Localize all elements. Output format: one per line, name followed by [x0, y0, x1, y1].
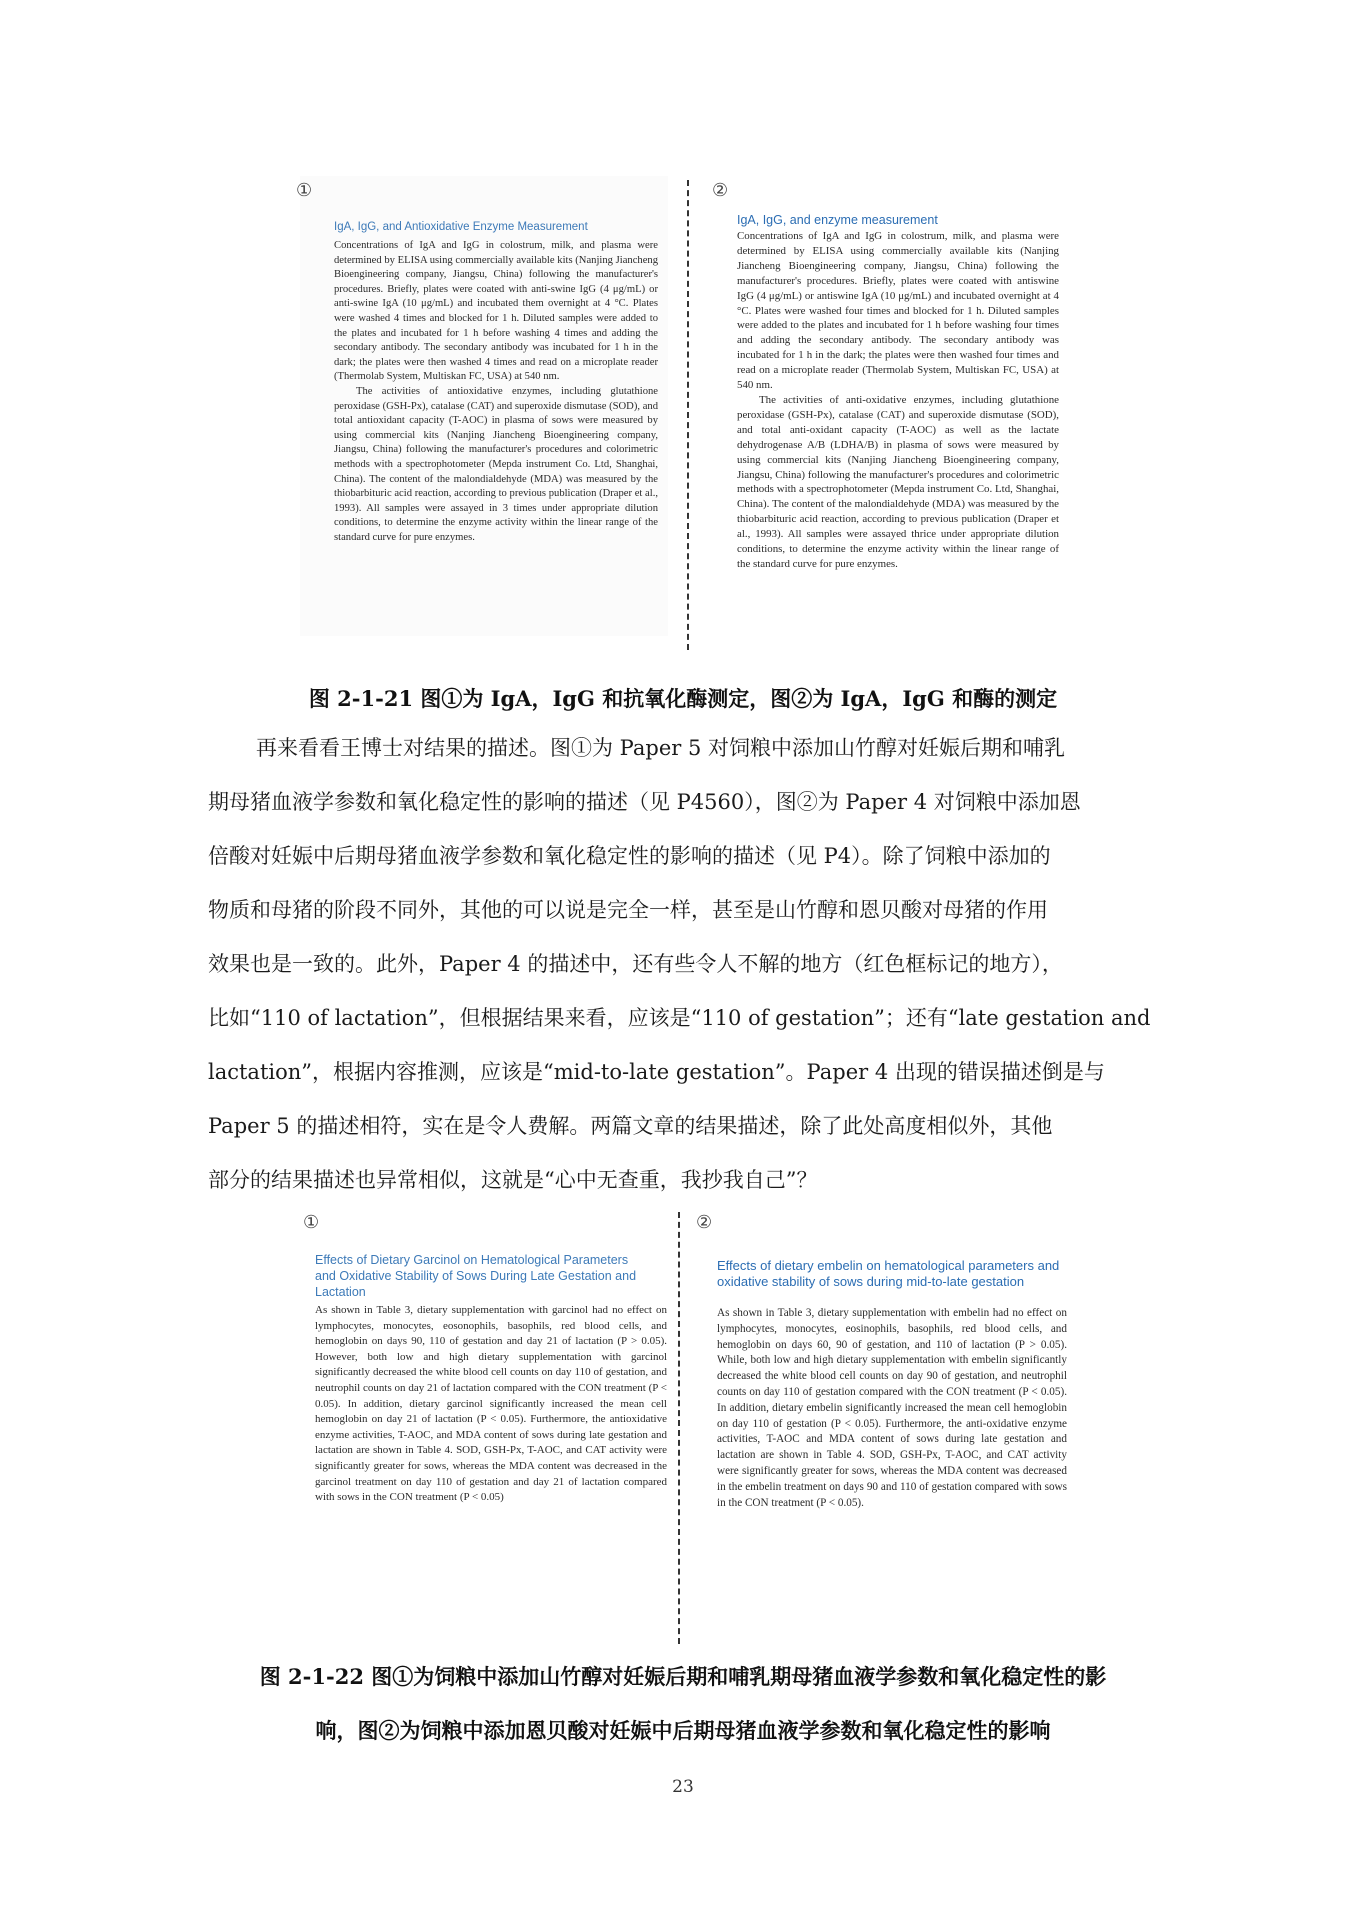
figure2-left-title: Effects of Dietary Garcinol on Hematological Parameters and Oxidative Stability of Sows During Late Gestation and Lactation	[315, 1253, 637, 1299]
figure1-left-text	[334, 239, 658, 545]
figure2-left-number: ①	[303, 1212, 320, 1233]
figure2-left-text	[315, 1303, 667, 1506]
body-line-6: 比如“110 of lactation”，但根据结果来看，应该是“110 of gestation”；还有“late gestation and	[208, 1006, 1151, 1030]
page-number: 23	[672, 1777, 694, 1797]
figure1-right-para2: The activities of anti-oxidative enzymes, including glutathione peroxidase (GSH-Px), catalase (CAT) and superoxide dismutase (SOD), and total anti-oxidant capacity (T-AOC) as well as the lactate dehydrogenase A/B (LDHA/B) in plasma of sows were measured by using commercial kits (Nanjing Jiancheng Bioengineering company, Jiangsu, China) following the manufacturer's procedures and colorimetric methods with a spectrophotometer (Mepda instrument Co. Ltd, Shanghai, China). The content of the malondialdehyde (MDA) was measured by the thiobarbituric acid reaction, according to previous publication (Draper et al., 1993). All samples were assayed thrice under appropriate dilution conditions, to determine the enzyme activity within the linear range of the standard curve for pure enzymes.	[737, 393, 1059, 570]
body-line-9: 部分的结果描述也异常相似，这就是“心中无查重，我抄我自己”？	[208, 1168, 818, 1192]
figure1-right-number: ②	[712, 180, 729, 201]
body-line-4: 物质和母猪的阶段不同外，其他的可以说是完全一样，甚至是山竹醇和恩贝酸对母猪的作用	[208, 898, 1048, 922]
figure1-right-text	[737, 229, 1059, 572]
figure1-right-title: IgA, IgG, and enzyme measurement	[737, 213, 938, 227]
body-line-8: Paper 5 的描述相符，实在是令人费解。两篇文章的结果描述，除了此处高度相似外，其他	[208, 1114, 1053, 1138]
figure1-left-title: IgA, IgG, and Antioxidative Enzyme Measurement	[334, 221, 588, 233]
body-line-3: 倍酸对妊娠中后期母猪血液学参数和氧化稳定性的影响的描述（见 P4）。除了饲粮中添加的	[208, 844, 1051, 868]
body-line-5: 效果也是一致的。此外，Paper 4 的描述中，还有些令人不解的地方（红色框标记的地方），	[208, 952, 1063, 976]
figure2-left-para: As shown in Table 3, dietary supplementation with garcinol had no effect on lymphocytes, monocytes, eosonophils, basophils, red blood cells, and hemoglobin on days 90, 110 of gestation and day 21 of lactation (P > 0.05). However, both low and high dietary supplementation with garcinol significantly decreased the white blood cell counts on day 110 of gestation, and neutrophil counts on day 21 of lactation compared with the CON treatment (P < 0.05). In addition, dietary garcinol significantly increased the mean cell hemoglobin on day 21 of lactation (P < 0.05). Furthermore, the antioxidative enzyme activities, T-AOC, and MDA content of sows during late gestation and lactation are shown in Table 4. SOD, GSH-Px, T-AOC, and CAT activity were significantly greater for sows, whereas the MDA content was decreased in the garcinol treatment on day 110 of gestation and day 21 of lactation compared with sows in the CON treatment (P < 0.05)	[315, 1304, 667, 1504]
figure1-right-para1: Concentrations of IgA and IgG in colostrum, milk, and plasma were determined by ELISA using commercially available kits (Nanjing Jiancheng Bioengineering company, Jiangsu, China) following the manufacturer's procedures. Briefly, plates were coated with antiswine IgG (4 μg/mL) or antiswine IgA (10 μg/mL) and incubated overnight at 4 °C. Plates were washed four times and blocked for 1 h. Diluted samples were added to the plates and incubated for 1 h before washing four times and adding the secondary antibody. The secondary antibody was incubated for 1 h in the dark; the plates were then washed four times and read on a microplate reader (Thermolab System, Multiskan FC, USA) at 540 nm.	[737, 230, 1059, 392]
figure2-divider	[678, 1212, 680, 1644]
figure2-caption-line1: 图 2-1-22 图①为饲粮中添加山竹醇对妊娠后期和哺乳期母猪血液学参数和氧化稳定性的影	[259, 1664, 1107, 1689]
figure1-divider	[687, 180, 689, 650]
figure1-left-para1: Concentrations of IgA and IgG in colostrum, milk, and plasma were determined by ELISA using commercially available kits (Nanjing Jiancheng Bioengineering company, Jiangsu, China) following the manufacturer's procedures. Briefly, plates were coated with anti-swine IgG (4 μg/mL) or anti-swine IgA (10 μg/mL) and incubated them overnight at 4 °C. Plates were washed 4 times and blocked for 1 h. Diluted samples were added to the plates and incubated for 1 h before washing 4 times and adding the secondary antibody. The secondary antibody was incubated for 1 h in the dark; the plates were then washed 4 times and read on a microplate reader (Thermolab System, Multiskan FC, USA) at 540 nm.	[334, 240, 658, 383]
figure2-right-title: Effects of dietary embelin on hematological parameters and oxidative stability of sows during mid-to-late gestation	[717, 1258, 1060, 1289]
body-line-1: 再来看看王博士对结果的描述。图①为 Paper 5 对饲粮中添加山竹醇对妊娠后期和哺乳	[256, 736, 1065, 760]
body-line-2: 期母猪血液学参数和氧化稳定性的影响的描述（见 P4560），图②为 Paper 4 对饲粮中添加恩	[208, 790, 1081, 814]
figure2-right-para: As shown in Table 3, dietary supplementation with embelin had no effect on lymphocytes, monocytes, eosinophils, basophils, red blood cells, and hemoglobin on days 60, 90 of gestation, and 110 of lactation (P > 0.05). While, both low and high dietary supplementation with embelin significantly decreased the white blood cell counts on day 90 of gestation, and neutrophil counts on day 110 of gestation compared with the CON treatment (P < 0.05). In addition, dietary embelin significantly increased the mean cell hemoglobin on day 110 of gestation (P < 0.05). Furthermore, the anti-oxidative enzyme activities, T-AOC and MDA content of sows during late gestation and lactation are shown in Table 4. SOD, GSH-Px, T-AOC, and CAT activity were significantly greater for sows, whereas the MDA content was decreased in the embelin treatment on days 90 and 110 of gestation compared with sows in the CON treatment (P < 0.05).	[717, 1307, 1067, 1509]
body-paragraph	[208, 721, 1168, 1207]
figure1-caption: 图 2-1-21 图①为 IgA，IgG 和抗氧化酶测定，图②为 IgA，IgG 和酶的测定	[308, 686, 1058, 711]
body-line-7: lactation”，根据内容推测，应该是“mid-to-late gestation”。Paper 4 出现的错误描述倒是与	[208, 1060, 1105, 1084]
figure1-left-para2: The activities of antioxidative enzymes, including glutathione peroxidase (GSH-Px), catalase (CAT) and superoxide dismutase (SOD), and total antioxidant capacity (T-AOC) in plasma of sows were measured by using commercial kits (Nanjing Jiancheng Bioengineering company, Jiangsu, China) following the manufacturer's procedures and colorimetric methods with a spectrophotometer (Mepda instrument Co. Ltd, Shanghai, China). The content of the malondialdehyde (MDA) was measured by the thiobarbituric acid reaction, according to previous publication (Draper et al., 1993). All samples were assayed in 3 times under appropriate dilution conditions, to determine the enzyme activity within the linear range of the standard curve for pure enzymes.	[334, 385, 658, 543]
figure1-left-number: ①	[296, 180, 313, 201]
figure2-right-number: ②	[696, 1212, 713, 1233]
figure2-caption-line2: 响，图②为饲粮中添加恩贝酸对妊娠中后期母猪血液学参数和氧化稳定性的影响	[315, 1718, 1051, 1743]
figure2-right-text	[717, 1306, 1067, 1511]
